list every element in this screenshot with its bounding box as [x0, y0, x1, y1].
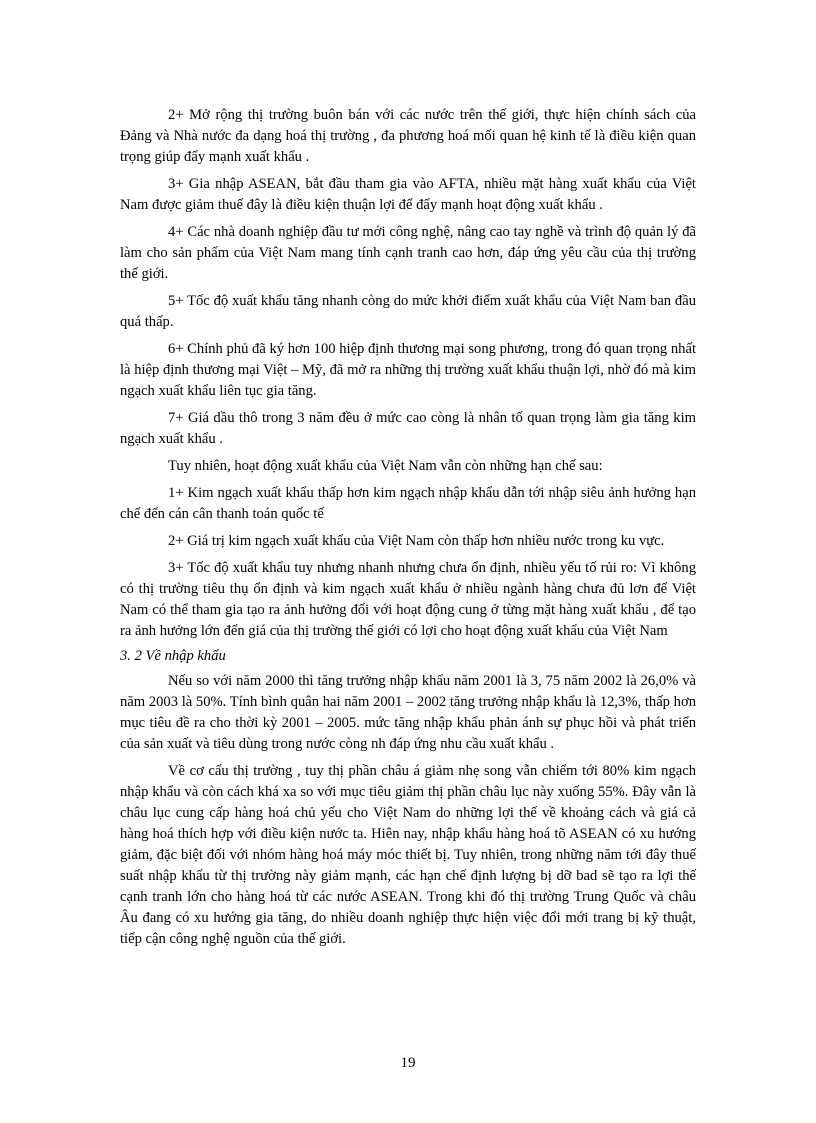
export-paragraph-2: 3+ Gia nhập ASEAN, bắt đầu tham gia vào AFTA, nhiều mặt hàng xuất khẩu của Việt Nam được giảm thuế đây là điều kiện thuận lợi để đẩy mạnh hoạt động xuất khẩu . [120, 176, 696, 213]
import-paragraph-1: Nếu so với năm 2000 thì tăng trưởng nhập khẩu năm 2001 là 3, 75 năm 2002 là 26,0% và năm 2003 là 50%. Tính bình quân hai năm 2001 – 2002 tăng trưởng nhập khẩu là 12,3%, thấp hơn mục tiêu đề ra cho thời kỳ 2001 – 2005. mức tăng nhập khẩu phản ánh sự phục hồi và phát triển của sản xuất và tiêu dùng trong nước còng nh đáp ứng nhu cầu xuất khẩu . [120, 673, 696, 752]
document-body [120, 105, 696, 956]
import-paragraph-2: Về cơ cấu thị trường , tuy thị phần châu á giảm nhẹ song vẫn chiếm tới 80% kim ngạch nhập khẩu và còn cách khá xa so với mục tiêu giảm thị phần châu lục này xuống 55%. Đây vẫn là châu lục cung cấp hàng hoá chủ yếu cho Việt Nam do những lợi thế về khoảng cách và giá cả hàng hoá thích hợp với điều kiện nước ta. Hiên nay, nhập khẩu hàng hoá tõ ASEAN có xu hướng giảm, đặc biệt đối với nhóm hàng hoá máy móc thiết bị. Tuy nhiên, trong những năm tới đây thuế suất nhập khẩu từ thị trường này giảm mạnh, các hạn chế định lượng bị dỡ bad sẽ tạo ra lợi thế cạnh tranh lớn cho hàng hoá từ các nước ASEAN. Trong khi đó thị trường Trung Quốc và châu Âu đang có xu hướng gia tăng, do nhiều doanh nghiệp thực hiện việc đổi mới trang bị kỹ thuật, tiếp cận công nghệ nguồn của thế giới. [120, 763, 696, 947]
export-paragraph-1: 2+ Mở rộng thị trường buôn bán với các nước trên thế giới, thực hiện chính sách của Đảng và Nhà nước đa dạng hoá thị trường , đa phương hoá mối quan hệ kinh tế là điều kiện quan trọng giúp đẩy mạnh xuất khẩu . [120, 107, 696, 165]
limitation-paragraph-3: 3+ Tốc độ xuất khẩu tuy nhưng nhanh nhưng chưa ổn định, nhiều yếu tố rủi ro: Vì không có thị trường tiêu thụ ổn định và kim ngạch xuất khẩu ở nhiều ngành hàng chưa đủ lơn để Việt Nam có thể tham gia tạo ra ảnh hưởng đối với hoạt động cung ở từng mặt hàng xuất khẩu , để tạo ra ảnh hưởng lớn đến giá của thị trường thế giới có lợi cho hoạt động xuất khẩu của Việt Nam [120, 560, 696, 639]
export-paragraph-5: 6+ Chính phủ đã ký hơn 100 hiệp định thương mại song phương, trong đó quan trọng nhất là hiệp định thương mại Việt – Mỹ, đã mở ra những thị trường xuất khẩu thuận lợi, nhờ đó mà kim ngạch xuất khẩu liên tục gia tăng. [120, 341, 696, 399]
export-paragraph-6: 7+ Giá dầu thô trong 3 năm đều ở mức cao còng là nhân tố quan trọng làm gia tăng kim ngạch xuất khẩu . [120, 410, 696, 447]
export-limitations-intro: Tuy nhiên, hoạt động xuất khẩu của Việt Nam vẫn còn những hạn chế sau: [168, 458, 603, 474]
limitation-paragraph-1: 1+ Kim ngạch xuất khẩu thấp hơn kim ngạch nhập khẩu dẫn tới nhập siêu ảnh hưởng hạn chế đến cán cân thanh toán quốc tế [120, 485, 696, 522]
export-paragraph-3: 4+ Các nhà doanh nghiệp đầu tư mới công nghệ, nâng cao tay nghề và trình độ quản lý đã làm cho sản phẩm của Việt Nam mang tính cạnh tranh cao hơn, đáp ứng yêu cầu của thị trường thế giới. [120, 224, 696, 282]
limitation-paragraph-2: 2+ Giá trị kim ngạch xuất khẩu của Việt Nam còn thấp hơn nhiều nước trong ku vực. [168, 533, 665, 549]
page-number: 19 [400, 1055, 416, 1071]
export-paragraph-4: 5+ Tốc độ xuất khẩu tăng nhanh còng do mức khởi điểm xuất khẩu của Việt Nam ban đầu quá thấp. [120, 293, 696, 330]
section-heading: 3. 2 Về nhập khẩu [120, 648, 226, 664]
